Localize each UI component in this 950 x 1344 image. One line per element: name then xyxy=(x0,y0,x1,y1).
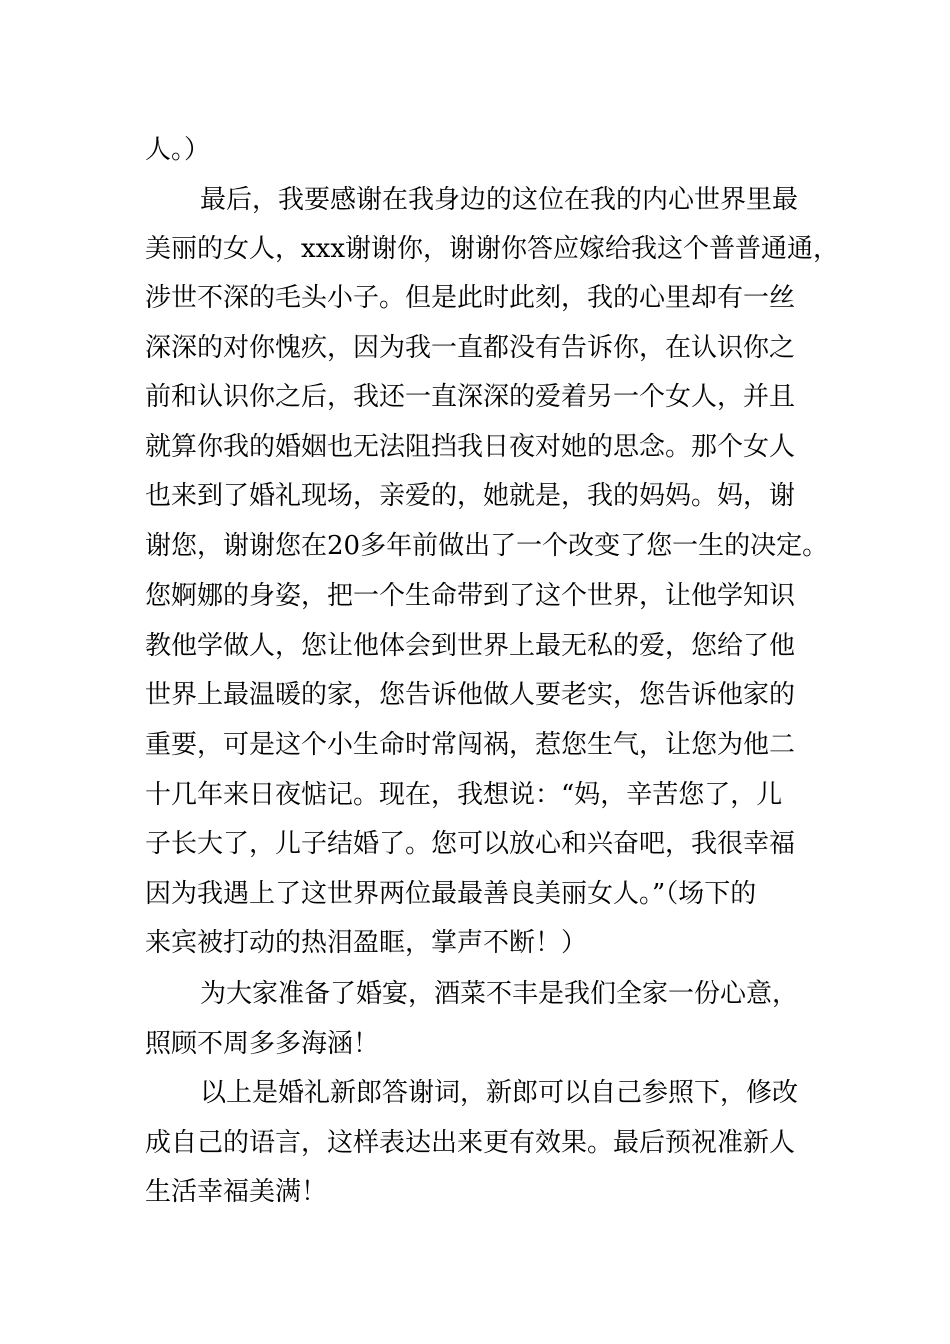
text-line: 重要，可是这个小生命时常闯祸，惹您生气，让您为他二 xyxy=(145,730,796,760)
text-line: 十几年来日夜惦记。现在，我想说：“妈，辛苦您了，儿 xyxy=(145,780,783,810)
paragraph-start-line: 最后，我要感谢在我身边的这位在我的内心世界里最 xyxy=(200,185,799,215)
text-line: 来宾被打动的热泪盈眶，掌声不断！） xyxy=(145,928,588,958)
text-line: 子长大了，儿子结婚了。您可以放心和兴奋吧，我很幸福 xyxy=(145,829,796,859)
text-line: 美丽的女人，xxx谢谢你，谢谢你答应嫁给我这个普普通通， xyxy=(145,234,839,264)
text-line: 也来到了婚礼现场，亲爱的，她就是，我的妈妈。妈，谢 xyxy=(145,481,796,511)
text-line: 世界上最温暖的家，您告诉他做人要老实，您告诉他家的 xyxy=(145,680,796,710)
paragraph-start-line: 为大家准备了婚宴，酒菜不丰是我们全家一份心意， xyxy=(200,979,799,1009)
text-line: 谢您，谢谢您在20多年前做出了一个改变了您一生的决定。 xyxy=(145,531,829,561)
text-line: 因为我遇上了这世界两位最最善良美丽女人。”（场下的 xyxy=(145,879,757,909)
text-line: 就算你我的婚姻也无法阻挡我日夜对她的思念。那个女人 xyxy=(145,432,796,462)
text-line: 涉世不深的毛头小子。但是此时此刻，我的心里却有一丝 xyxy=(145,283,796,313)
text-line: 您婀娜的身姿，把一个生命带到了这个世界，让他学知识 xyxy=(145,581,796,611)
text-line: 成自己的语言，这样表达出来更有效果。最后预祝准新人 xyxy=(145,1128,796,1158)
text-line: 深深的对你愧疚，因为我一直都没有告诉你，在认识你之 xyxy=(145,333,796,363)
text-line: 教他学做人，您让他体会到世界上最无私的爱，您给了他 xyxy=(145,631,796,661)
text-line: 照顾不周多多海涵！ xyxy=(145,1029,380,1059)
text-line: 前和认识你之后，我还一直深深的爱着另一个女人，并且 xyxy=(145,382,796,412)
paragraph-start-line: 以上是婚礼新郎答谢词，新郎可以自己参照下，修改 xyxy=(200,1078,799,1108)
text-line: 人。） xyxy=(145,135,211,165)
text-line: 生活幸福美满！ xyxy=(145,1177,328,1207)
